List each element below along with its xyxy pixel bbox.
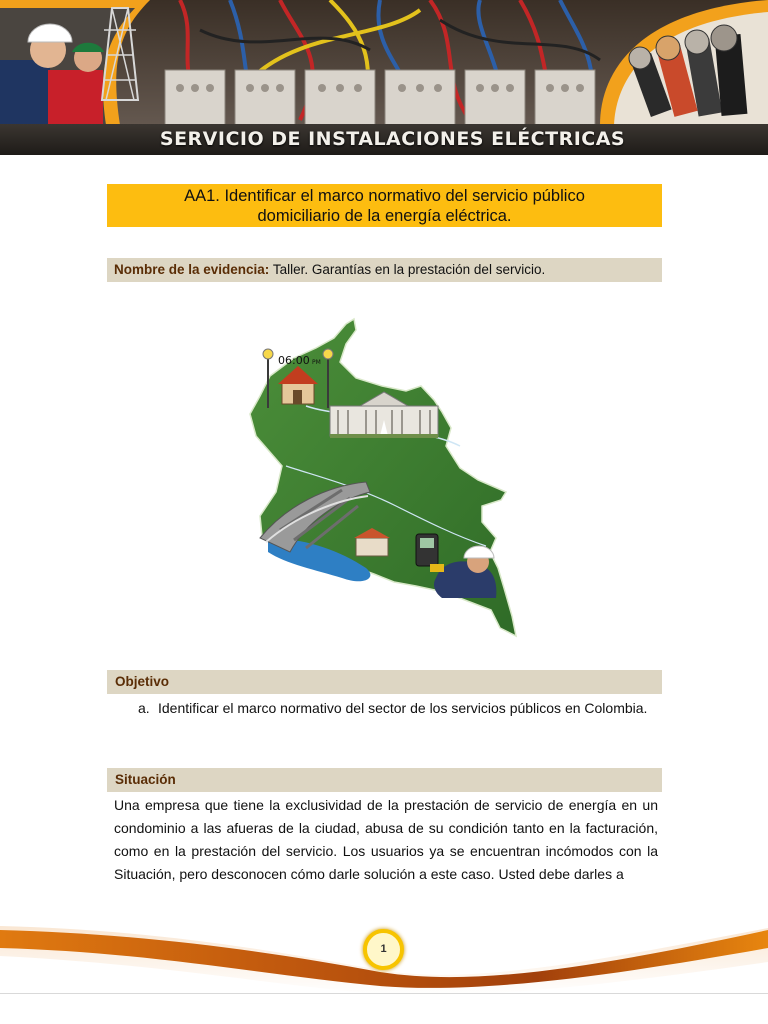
situation-text: Una empresa que tiene la exclusividad de la prestación de servicio de energía en un condominio a las afueras de la ciudad, abusa de su condición tanto en la facturación, como en la prestación del servicio. Los usuarios ya se encuentran incómodos con la Situación, pero desconocen cómo darle solución a este caso. Usted debe darles a bbox=[114, 797, 658, 882]
objective-item bbox=[138, 697, 648, 719]
activity-title-line1: AA1. Identificar el marco normativo del servicio público bbox=[184, 187, 585, 205]
page-number: 1 bbox=[363, 929, 404, 970]
clock-suffix: PM bbox=[312, 359, 321, 366]
situation-heading: Situación bbox=[107, 768, 662, 792]
objective-item-marker: a. bbox=[138, 700, 150, 716]
header-banner bbox=[0, 0, 768, 155]
activity-title bbox=[107, 184, 662, 227]
evidence-bar bbox=[107, 258, 662, 282]
colombia-map-illustration bbox=[246, 316, 522, 642]
objective-heading: Objetivo bbox=[107, 670, 662, 694]
evidence-value: Taller. Garantías en la prestación del servicio. bbox=[269, 262, 546, 277]
objective-item-text: Identificar el marco normativo del sector de los servicios públicos en Colombia. bbox=[158, 700, 648, 716]
evidence-label: Nombre de la evidencia: bbox=[114, 262, 270, 277]
clock-text: 06:00 bbox=[278, 354, 310, 367]
banner-title: SERVICIO DE INSTALACIONES ELÉCTRICAS bbox=[159, 128, 626, 150]
activity-title-line2: domiciliario de la energía eléctrica. bbox=[257, 207, 512, 225]
map-svg bbox=[246, 316, 522, 642]
bottom-divider bbox=[0, 993, 768, 994]
